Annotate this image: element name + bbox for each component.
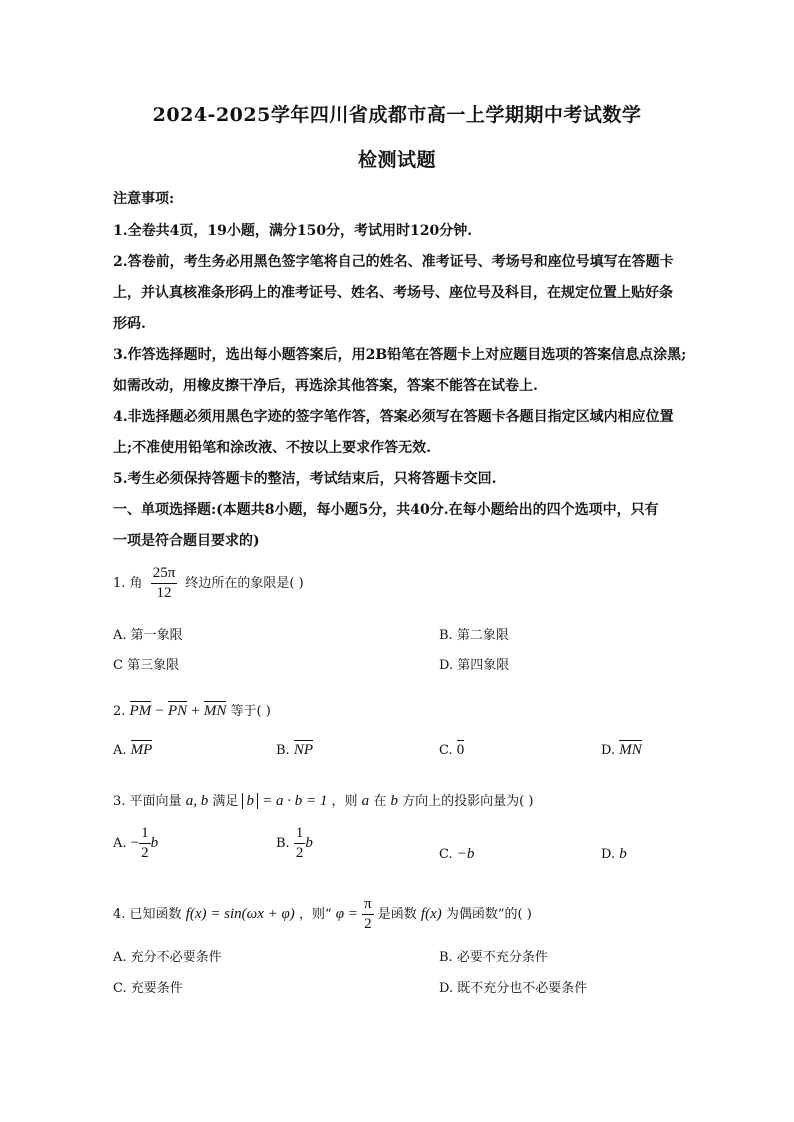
section-heading-cont: 一项是符合题目要求的) <box>113 533 260 549</box>
section-heading: 一、单项选择题:(本题共8小题，每小题5分，共40分.在每小题给出的四个选项中，只有 <box>113 502 659 518</box>
question-4: 4. 已知函数 f(x) = sin(ωx + φ) ，则“ φ = $\frac{\pi}{2}$ 是函数 f(x) 为偶函数”的( ) <box>113 896 532 932</box>
notice-heading: 注意事项: <box>113 191 175 207</box>
option-d: D. b <box>601 846 627 862</box>
question-text: 等于( ) <box>230 704 271 719</box>
question-text: 为偶函数”的( ) <box>445 907 532 922</box>
notice-line: 3.作答选择题时，选出每小题答案后，用2B铅笔在答题卡上对应题目选项的答案信息点涂黑; <box>113 347 687 363</box>
question-text: 终边所在的象限是( ) <box>185 576 304 591</box>
abs-b: b <box>242 793 258 809</box>
option-c: C. −b <box>439 846 475 862</box>
condition: = a · b = 1 <box>262 793 328 809</box>
option-c: C. 充要条件 <box>113 981 183 996</box>
page-subtitle: 检测试题 <box>357 149 436 171</box>
operator: + <box>191 703 200 719</box>
question-number: 4. 已知函数 <box>113 907 182 922</box>
question-1 <box>113 566 304 601</box>
notice-line: 2.答卷前，考生务必用黑色签字笔将自己的姓名、准考证号、考场号和座位号填写在答题卡 <box>113 254 674 270</box>
operator: − <box>155 703 164 719</box>
option-a: A. 第一象限 <box>113 628 183 643</box>
fraction-denominator: 12 <box>156 585 172 601</box>
notice-line: 1.全卷共4页，19小题，满分150分，考试用时120分钟. <box>113 223 473 239</box>
question-3: 3. 平面向量 a, b 满足 b = a · b = 1 ，则 a 在 b 方向上的投影向量为( ) <box>113 793 534 809</box>
notice-line: 形码. <box>113 316 146 332</box>
notice-line: 如需改动，用橡皮擦干净后，再选涂其他答案，答案不能答在试卷上. <box>113 378 538 394</box>
question-number: 3. 平面向量 <box>113 794 182 809</box>
question-number: 2. <box>113 704 126 719</box>
option-a: A. MP <box>113 742 153 758</box>
phi-condition: φ = <box>335 906 358 922</box>
fraction-numerator: 25π <box>151 566 178 584</box>
zero-vector: 0 <box>456 742 465 758</box>
notice-line: 5.考生必须保持答题卡的整洁，考试结束后，只将答题卡交回. <box>113 471 497 487</box>
question-text: 方向上的投影向量为( ) <box>402 794 534 809</box>
fraction: $\frac{\pi}{2}$ <box>364 896 372 932</box>
vector-pn: PN <box>167 703 188 719</box>
notice-line: 上，并认真核准条形码上的准考证号、姓名、考场号、座位号及科目，在规定位置上贴好条 <box>113 285 673 301</box>
vector-np: NP <box>293 742 313 758</box>
vector-mp: MP <box>130 742 153 758</box>
vector-a: a <box>361 793 370 809</box>
option-d: D. 既不充分也不必要条件 <box>439 981 588 996</box>
page-title: 2024-2025学年四川省成都市高一上学期期中考试数学 <box>152 104 642 126</box>
option-a: A. 充分不必要条件 <box>113 950 222 965</box>
question-number: 1. 角 <box>113 576 143 591</box>
option-d: D. MN <box>601 742 642 758</box>
notice-line: 4.非选择题必须用黑色字迹的签字笔作答，答案必须写在答题卡各题目指定区域内相应位置 <box>113 409 674 425</box>
notice-line: 上;不准使用铅笔和涂改液、不按以上要求作答无效. <box>113 440 432 456</box>
option-b: B. $\frac{1}{2}$ b <box>276 825 313 861</box>
question-2 <box>113 700 271 720</box>
option-c: C 第三象限 <box>113 658 180 673</box>
option-b: B. NP <box>276 742 313 758</box>
option-d: D. 第四象限 <box>439 658 510 673</box>
vectors-ab: a, b <box>185 793 209 809</box>
function-def: f(x) = sin(ωx + φ) <box>185 906 295 922</box>
vector-mn: MN <box>619 742 642 758</box>
vector-mn: MN <box>203 703 227 719</box>
fraction <box>151 566 178 601</box>
function-f: f(x) <box>420 906 442 922</box>
option-b: B. 第二象限 <box>439 628 509 643</box>
vector-pm: PM <box>129 703 152 719</box>
question-text: 满足 <box>212 794 239 809</box>
vector-b: b <box>390 793 398 809</box>
option-b: B. 必要不充分条件 <box>439 950 548 965</box>
option-c: C. 0 <box>439 742 465 758</box>
option-a: A. − $\frac{1}{2}$ b <box>113 825 159 861</box>
